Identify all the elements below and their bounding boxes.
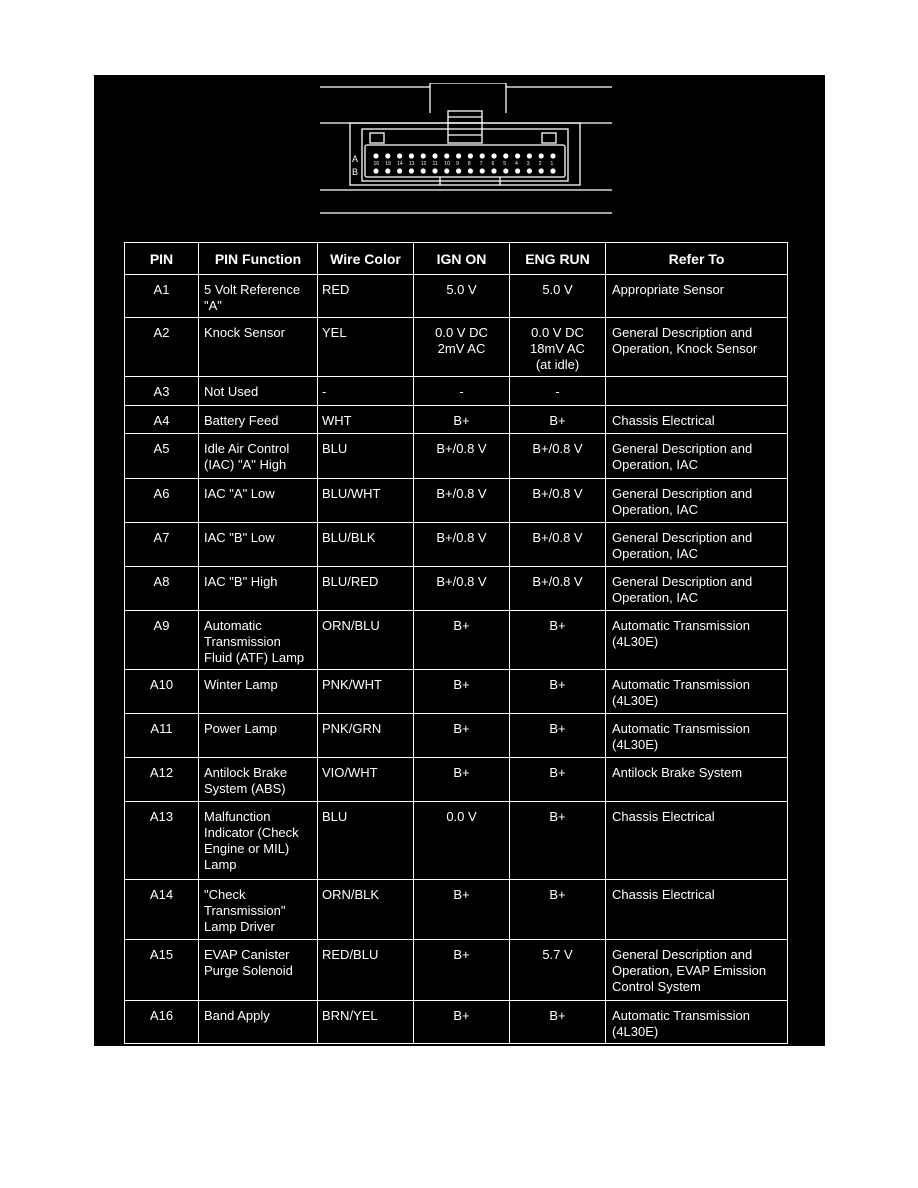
cell-ign-on: B+ <box>414 758 510 802</box>
cell-wire: BLU/BLK <box>318 523 414 567</box>
cell-ign-on: B+ <box>414 1001 510 1044</box>
cell-function: Knock Sensor <box>199 318 318 377</box>
cell-pin: A11 <box>125 714 199 758</box>
cell-pin: A13 <box>125 802 199 880</box>
pin-number-label: 8 <box>467 161 471 167</box>
cell-pin: A5 <box>125 434 199 479</box>
pin-a11 <box>432 153 437 158</box>
cell-pin: A9 <box>125 611 199 670</box>
cell-ign-on: - <box>414 377 510 406</box>
pin-a14 <box>397 153 402 158</box>
cell-ign-on: B+ <box>414 940 510 1001</box>
pin-b14 <box>397 168 402 173</box>
cell-pin: A12 <box>125 758 199 802</box>
cell-eng-run: B+/0.8 V <box>510 479 606 523</box>
cell-refer-to: Appropriate Sensor <box>606 275 788 318</box>
table-row <box>125 880 788 940</box>
pin-number-label: 4 <box>515 161 518 167</box>
pin-b13 <box>409 168 414 173</box>
cell-refer-to: Automatic Transmission (4L30E) <box>606 1001 788 1044</box>
cell-wire: BRN/YEL <box>318 1001 414 1044</box>
cell-pin: A15 <box>125 940 199 1001</box>
cell-pin: A7 <box>125 523 199 567</box>
cell-eng-run: B+ <box>510 758 606 802</box>
cell-pin: A1 <box>125 275 199 318</box>
table-row <box>125 523 788 567</box>
cell-ign-on: B+ <box>414 880 510 940</box>
document-page <box>94 75 825 1046</box>
cell-eng-run: B+ <box>510 1001 606 1044</box>
pin-a4 <box>515 153 520 158</box>
pin-a12 <box>421 153 426 158</box>
table-row <box>125 406 788 434</box>
cell-pin: A8 <box>125 567 199 611</box>
header-ign-on: IGN ON <box>414 243 510 275</box>
table-row <box>125 940 788 1001</box>
header-eng-run: ENG RUN <box>510 243 606 275</box>
pin-a16 <box>373 153 378 158</box>
cell-function: IAC "B" High <box>199 567 318 611</box>
pin-a10 <box>444 153 449 158</box>
pin-b12 <box>421 168 426 173</box>
table-row <box>125 275 788 318</box>
cell-pin: A16 <box>125 1001 199 1044</box>
cell-eng-run: - <box>510 377 606 406</box>
pin-number-label: 13 <box>408 161 415 167</box>
cell-refer-to: General Description and Operation, IAC <box>606 479 788 523</box>
cell-eng-run: B+/0.8 V <box>510 523 606 567</box>
cell-function: Power Lamp <box>199 714 318 758</box>
cell-eng-run: B+ <box>510 714 606 758</box>
cell-function: Not Used <box>199 377 318 406</box>
header-pin: PIN <box>125 243 199 275</box>
cell-wire: YEL <box>318 318 414 377</box>
cell-function: Band Apply <box>199 1001 318 1044</box>
cell-ign-on: B+ <box>414 611 510 670</box>
pin-number-label: 11 <box>432 161 438 167</box>
cell-function: Battery Feed <box>199 406 318 434</box>
pin-b2 <box>539 168 544 173</box>
cell-pin: A3 <box>125 377 199 406</box>
cell-refer-to: Automatic Transmission (4L30E) <box>606 611 788 670</box>
cell-eng-run: B+ <box>510 611 606 670</box>
pin-number-label: 7 <box>479 161 483 167</box>
row-label-a: A <box>352 154 359 164</box>
cell-function: Winter Lamp <box>199 670 318 714</box>
table-row <box>125 802 788 880</box>
cell-function: IAC "A" Low <box>199 479 318 523</box>
pin-a13 <box>409 153 414 158</box>
cell-eng-run: B+ <box>510 802 606 880</box>
cell-refer-to: Chassis Electrical <box>606 406 788 434</box>
pin-number-label: 14 <box>397 161 403 167</box>
cell-ign-on: 5.0 V <box>414 275 510 318</box>
pin-number-label: 10 <box>444 161 450 167</box>
cell-refer-to: General Description and Operation, IAC <box>606 434 788 479</box>
pin-number-label: 9 <box>456 161 459 167</box>
pin-a6 <box>491 153 496 158</box>
pin-b11 <box>432 168 437 173</box>
pin-b5 <box>503 168 508 173</box>
cell-refer-to: General Description and Operation, Knock Sensor <box>606 318 788 377</box>
pin-a5 <box>503 153 508 158</box>
connector-diagram <box>320 83 612 218</box>
pin-a15 <box>385 153 390 158</box>
cell-function: IAC "B" Low <box>199 523 318 567</box>
cell-ign-on: B+ <box>414 406 510 434</box>
cell-refer-to: General Description and Operation, IAC <box>606 523 788 567</box>
table-row <box>125 670 788 714</box>
cell-pin: A2 <box>125 318 199 377</box>
cell-ign-on: B+/0.8 V <box>414 479 510 523</box>
header-pin-function: PIN Function <box>199 243 318 275</box>
pin-b15 <box>385 168 390 173</box>
cell-wire: BLU/WHT <box>318 479 414 523</box>
pin-b8 <box>468 168 473 173</box>
cell-refer-to: General Description and Operation, IAC <box>606 567 788 611</box>
cell-ign-on: B+/0.8 V <box>414 567 510 611</box>
cell-wire: BLU <box>318 434 414 479</box>
cell-function: Automatic Transmission Fluid (ATF) Lamp <box>199 611 318 670</box>
pin-b16 <box>373 168 378 173</box>
pin-number-label: 15 <box>385 161 391 167</box>
pin-b4 <box>515 168 520 173</box>
pin-number-label: 6 <box>491 161 495 167</box>
cell-refer-to: Chassis Electrical <box>606 802 788 880</box>
cell-wire: ORN/BLK <box>318 880 414 940</box>
table-row <box>125 434 788 479</box>
cell-ign-on: B+/0.8 V <box>414 434 510 479</box>
pin-number-label: 1 <box>550 161 554 167</box>
cell-eng-run: B+ <box>510 880 606 940</box>
cell-function: EVAP Canister Purge Solenoid <box>199 940 318 1001</box>
pin-a8 <box>468 153 473 158</box>
cell-function: Antilock Brake System (ABS) <box>199 758 318 802</box>
header-wire-color: Wire Color <box>318 243 414 275</box>
table-row <box>125 479 788 523</box>
table-row <box>125 1001 788 1044</box>
pin-b7 <box>480 168 485 173</box>
header-refer-to: Refer To <box>606 243 788 275</box>
table-row <box>125 318 788 377</box>
cell-ign-on: 0.0 V <box>414 802 510 880</box>
cell-ign-on: B+ <box>414 670 510 714</box>
pin-a9 <box>456 153 461 158</box>
cell-refer-to: General Description and Operation, EVAP Emission Control System <box>606 940 788 1001</box>
pin-a3 <box>527 153 532 158</box>
cell-refer-to: Antilock Brake System <box>606 758 788 802</box>
table-row <box>125 611 788 670</box>
cell-refer-to <box>606 377 788 406</box>
pin-b6 <box>491 168 496 173</box>
cell-wire: WHT <box>318 406 414 434</box>
cell-wire: BLU/RED <box>318 567 414 611</box>
pin-number-label: 2 <box>538 161 542 167</box>
cell-refer-to: Automatic Transmission (4L30E) <box>606 670 788 714</box>
cell-eng-run: B+ <box>510 670 606 714</box>
cell-eng-run: 5.0 V <box>510 275 606 318</box>
pin-number-label: 12 <box>420 161 427 167</box>
cell-wire: - <box>318 377 414 406</box>
pin-function-table <box>124 242 788 1044</box>
pin-number-label: 3 <box>526 161 530 167</box>
cell-eng-run: B+/0.8 V <box>510 434 606 479</box>
pin-a2 <box>539 153 544 158</box>
cell-wire: RED <box>318 275 414 318</box>
cell-eng-run: 0.0 V DC 18mV AC (at idle) <box>510 318 606 377</box>
cell-refer-to: Chassis Electrical <box>606 880 788 940</box>
cell-pin: A14 <box>125 880 199 940</box>
cell-ign-on: B+/0.8 V <box>414 523 510 567</box>
pin-b10 <box>444 168 449 173</box>
cell-pin: A4 <box>125 406 199 434</box>
cell-eng-run: B+ <box>510 406 606 434</box>
row-label-b: B <box>352 167 359 177</box>
pin-number-label: 16 <box>373 161 380 167</box>
cell-eng-run: 5.7 V <box>510 940 606 1001</box>
table-row <box>125 714 788 758</box>
cell-wire: ORN/BLU <box>318 611 414 670</box>
pin-b1 <box>550 168 555 173</box>
cell-ign-on: 0.0 V DC 2mV AC <box>414 318 510 377</box>
pin-b9 <box>456 168 461 173</box>
cell-ign-on: B+ <box>414 714 510 758</box>
cell-function: 5 Volt Reference "A" <box>199 275 318 318</box>
cell-function: "Check Transmission" Lamp Driver <box>199 880 318 940</box>
table-row <box>125 567 788 611</box>
table-header-row <box>125 243 788 275</box>
cell-wire: BLU <box>318 802 414 880</box>
cell-wire: RED/BLU <box>318 940 414 1001</box>
pin-number-label: 5 <box>503 161 507 167</box>
cell-function: Idle Air Control (IAC) "A" High <box>199 434 318 479</box>
cell-wire: PNK/WHT <box>318 670 414 714</box>
cell-refer-to: Automatic Transmission (4L30E) <box>606 714 788 758</box>
cell-pin: A6 <box>125 479 199 523</box>
table-row <box>125 377 788 406</box>
table-row <box>125 758 788 802</box>
cell-wire: VIO/WHT <box>318 758 414 802</box>
cell-wire: PNK/GRN <box>318 714 414 758</box>
pin-a7 <box>480 153 485 158</box>
pin-b3 <box>527 168 532 173</box>
pin-a1 <box>550 153 555 158</box>
cell-function: Malfunction Indicator (Check Engine or MIL) Lamp <box>199 802 318 880</box>
cell-eng-run: B+/0.8 V <box>510 567 606 611</box>
cell-pin: A10 <box>125 670 199 714</box>
